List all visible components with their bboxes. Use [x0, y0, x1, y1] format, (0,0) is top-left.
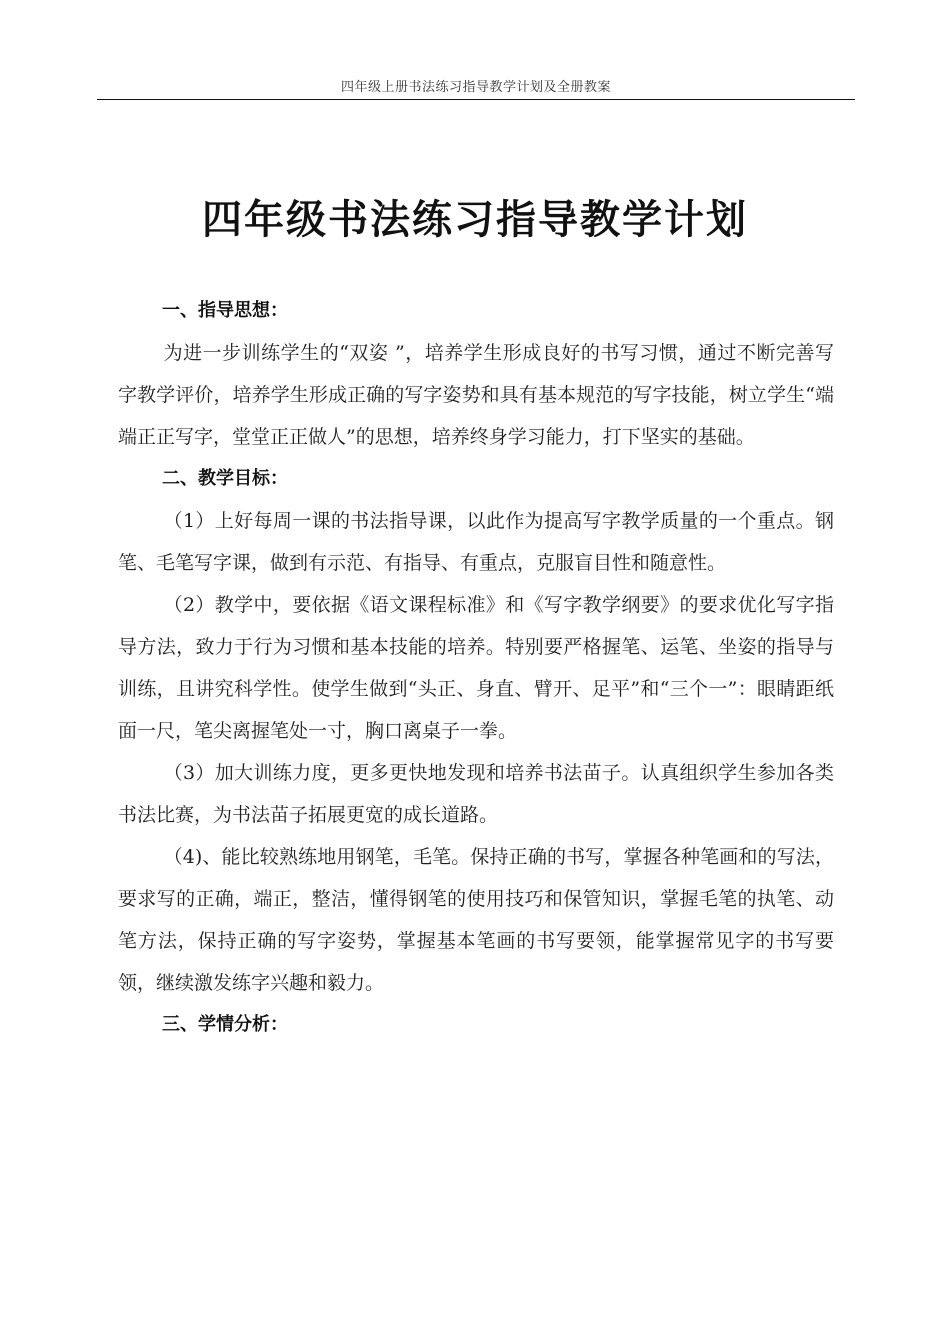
header-divider [97, 99, 855, 100]
paragraph-goal-3: （3）加大训练力度，更多更快地发现和培养书法苗子。认真组织学生参加各类书法比赛，为书法苗子拓展更宽的成长道路。 [118, 762, 834, 826]
paragraph-guiding-thought: 为进一步训练学生的“双姿 ”，培养学生形成良好的书写习惯，通过不断完善写字教学评价，培养学生形成正确的写字姿势和具有基本规范的写字技能，树立学生“端端正正写字，堂堂正正做人”的思想，培养终身学习能力，打下坚实的基础。 [118, 342, 834, 448]
running-header: 四年级上册书法练习指导教学计划及全册教案 [340, 80, 611, 95]
document-body [118, 290, 834, 1046]
paragraph-goal-4: （4)、能比较熟练地用钢笔，毛笔。保持正确的书写，掌握各种笔画和的写法，要求写的正确，端正，整洁，懂得钢笔的使用技巧和保管知识，掌握毛笔的执笔、动笔方法，保持正确的写字姿势，掌握基本笔画的书写要领，能掌握常见字的书写要领，继续激发练字兴趣和毅力。 [118, 846, 834, 994]
section-heading-teaching-goals: 二、教学目标： [162, 468, 288, 489]
section-heading-guiding-thought: 一、指导思想： [162, 300, 288, 321]
document-title: 四年级书法练习指导教学计划 [202, 197, 748, 243]
paragraph-goal-1: （1）上好每周一课的书法指导课，以此作为提高写字教学质量的一个重点。钢笔、毛笔写字课，做到有示范、有指导、有重点，克服盲目性和随意性。 [118, 510, 834, 574]
paragraph-goal-2: （2）教学中，要依据《语文课程标准》和《写字教学纲要》的要求优化写字指导方法，致力于行为习惯和基本技能的培养。特别要严格握笔、运笔、坐姿的指导与训练，且讲究科学性。使学生做到“头正、身直、臂开、足平”和“三个一”：眼睛距纸面一尺，笔尖离握笔处一寸，胸口离桌子一拳。 [118, 594, 834, 742]
section-heading-student-analysis: 三、学情分析： [162, 1014, 288, 1035]
